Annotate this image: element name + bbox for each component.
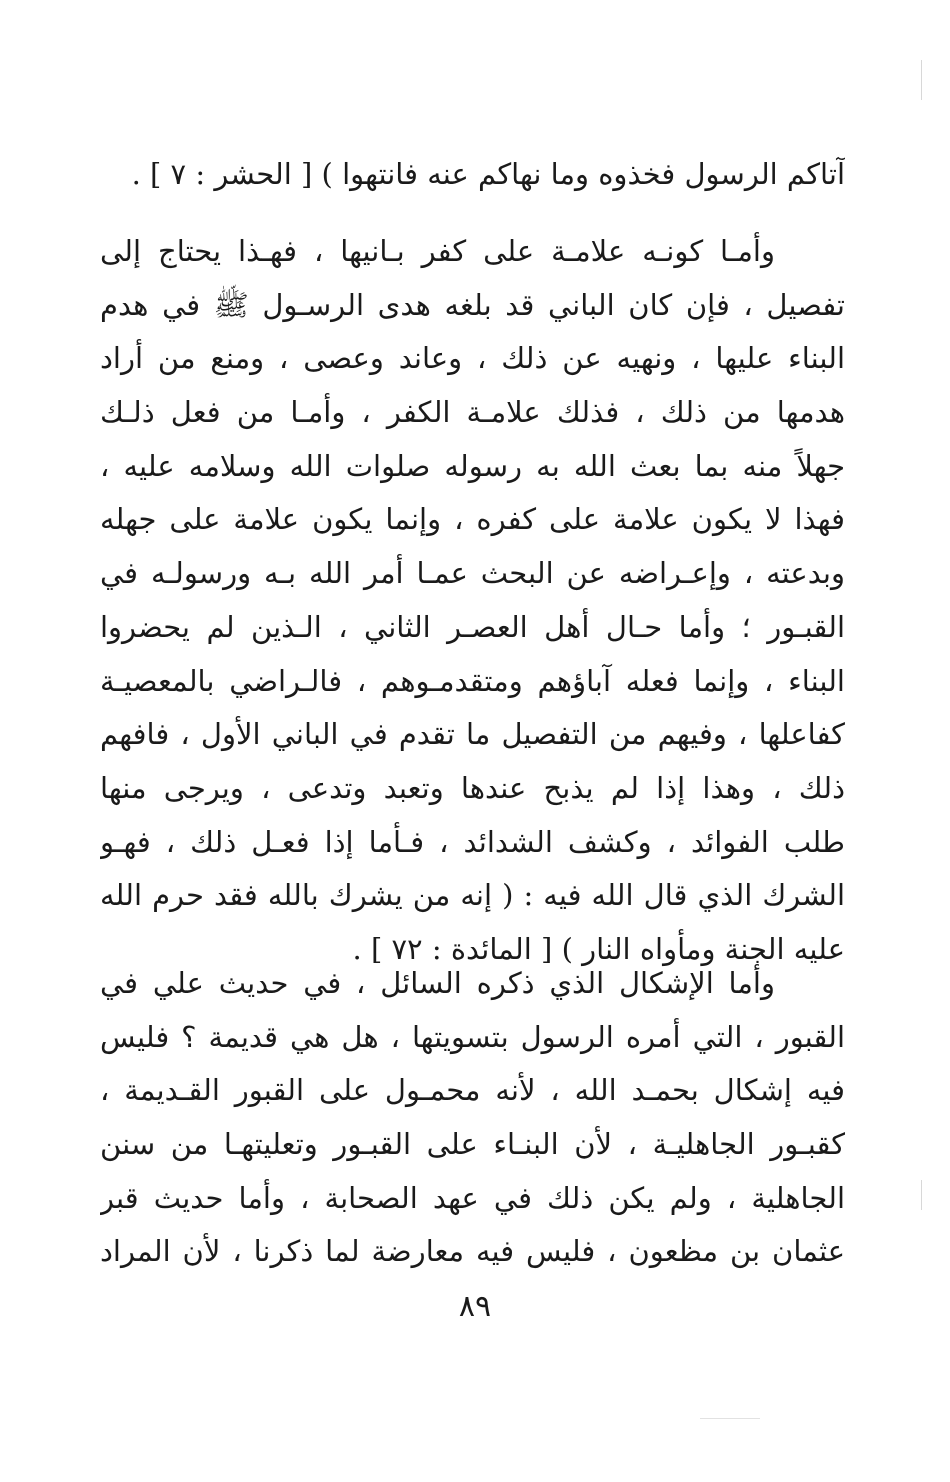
text-line: تفصيل ، فإن كان الباني قد بلغه هدى الرسـول ﷺ في هدم (100, 287, 845, 322)
paragraph-questioner-issue (100, 957, 845, 1279)
text-line: وبدعته ، وإعـراضه عن البحث عمـا أمر الله بـه ورسولـه في (100, 556, 845, 591)
bottom-scan-mark (700, 1418, 760, 1419)
text-line: القبـور ؛ وأما حـال أهل العصـر الثاني ، الـذين لم يحضروا (100, 609, 845, 644)
text-line: عثمان بن مظعون ، فليس فيه معارضة لما ذكرنا ، لأن المراد (100, 1234, 845, 1269)
text-line: وأمـا كونـه علامـة على كفر بـانيها ، فهـذا يحتاج إلى (100, 234, 775, 268)
text-line: كفاعلها ، وفيهم من التفصيل ما تقدم في الباني الأول ، فافهم (100, 717, 845, 752)
text-line: فيه إشكال بحمـد الله ، لأنه محمـول على القبور القـديمة ، (100, 1073, 845, 1108)
text-line: الشرك الذي قال الله فيه : ( إنه من يشرك بالله فقد حرم الله (100, 878, 845, 913)
paragraph-continuation (100, 148, 845, 202)
text-line: هدمها من ذلك ، فذلك علامـة الكفر ، وأمـا من فعل ذلـك (100, 395, 845, 430)
text-line: البناء ، وإنما فعله آباؤهم ومتقدمـوهم ، فالـراضي بالمعصيـة (100, 663, 845, 698)
text-line: جهلاً منه بما بعث الله به رسوله صلوات الله وسلامه عليه ، (100, 448, 845, 483)
text-line: فهذا لا يكون علامة على كفره ، وإنما يكون علامة على جهله (100, 502, 845, 537)
text-line: القبور ، التي أمره الرسول بتسويتها ، هل هي قديمة ؟ فليس (100, 1019, 845, 1054)
text-line: وأما الإشكال الذي ذكره السائل ، في حديث علي في (100, 966, 775, 1000)
page-number: ٨٩ (458, 1289, 492, 1324)
text-line: طلب الفوائد ، وكشف الشدائد ، فـأما إذا فعـل ذلك ، فهـو (100, 824, 845, 859)
text-line: ذلك ، وهذا إذا لم يذبح عندها وتعبد وتدعى ، ويرجى منها (100, 770, 845, 805)
margin-scan-mark-bottom (921, 1180, 922, 1210)
text-line: آتاكم الرسول فخذوه وما نهاكم عنه فانتهوا ) [ الحشر : ٧ ] . (131, 157, 845, 191)
paragraph-building-sign (100, 225, 845, 977)
margin-scan-mark-top (921, 60, 922, 100)
text-line: عليه الجنة ومأواه النار ) [ المائدة : ٧٢ ] . (352, 931, 845, 966)
text-line: كقبـور الجاهليـة ، لأن البنـاء على القبـور وتعليتهـا من سنن (100, 1127, 845, 1162)
text-line: الجاهلية ، ولم يكن ذلك في عهد الصحابة ، وأما حديث قبر (100, 1180, 845, 1215)
text-line: البناء عليها ، ونهيه عن ذلك ، وعاند وعصى ، ومنع من أراد (100, 341, 845, 376)
